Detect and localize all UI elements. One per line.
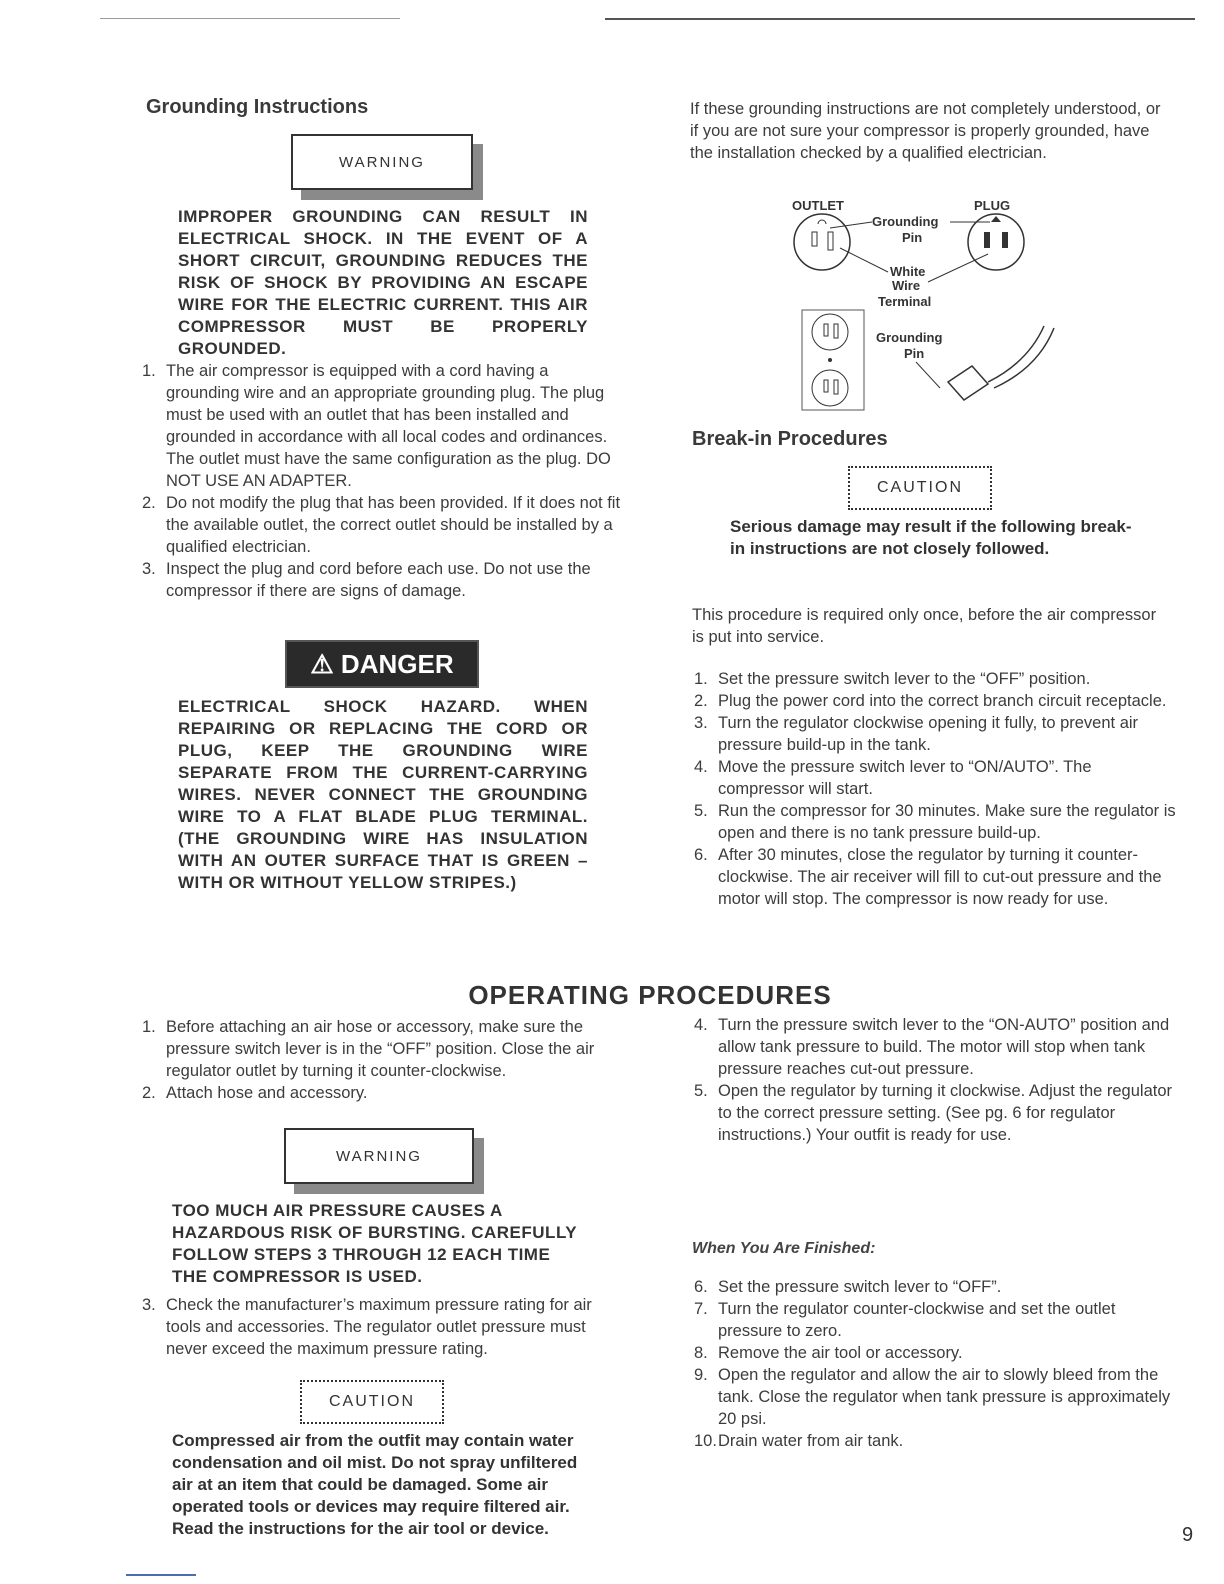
operating-warning-text: TOO MUCH AIR PRESSURE CAUSES A HAZARDOUS RISK OF BURSTING. CAREFULLY FOLLOW STEPS 3 THROUGH 12 EACH TIME THE COMPRESSOR IS USED.	[172, 1201, 577, 1286]
breakin-caution-text: Serious damage may result if the following break-in instructions are not closely followed.	[730, 517, 1132, 558]
breakin-heading: Break-in Procedures	[692, 428, 888, 450]
outlet-plug-diagram-icon	[780, 192, 1060, 414]
list-item: 2. Plug the power cord into the correct branch circuit receptacle.	[694, 692, 1167, 710]
grounding-warning-box	[291, 134, 473, 190]
grounding-intro-right: If these grounding instructions are not completely understood, or if you are not sure your compressor is properly grounded, have the installation checked by a qualified electrician.	[690, 100, 1161, 162]
operating-title: OPERATING PROCEDURES	[468, 980, 832, 1010]
operating-caution-box	[300, 1380, 444, 1424]
grounding-pin2-label: Grounding	[876, 330, 943, 345]
warning-label: WARNING	[336, 1147, 422, 1165]
top-rule-right	[605, 18, 1195, 20]
page-number: 9	[1182, 1524, 1194, 1546]
terminal-label: Terminal	[878, 294, 932, 309]
pin2-label: Pin	[904, 346, 925, 361]
bottom-rule	[126, 1574, 196, 1576]
list-item: 3. Check the manufacturer’s maximum pressure rating for air tools and accessories. The regulator outlet pressure must never exceed the maximum pressure rating.	[142, 1296, 592, 1358]
grounding-list	[142, 360, 624, 602]
list-item: 2. Do not modify the plug that has been provided. If it does not fit the available outlet, the correct outlet should be installed by a qualified electrician.	[142, 494, 621, 556]
plug-label: PLUG	[974, 198, 1011, 213]
grounding-warning-text: IMPROPER GROUNDING CAN RESULT IN ELECTRICAL SHOCK. IN THE EVENT OF A SHORT CIRCUIT, GROUNDING REDUCES THE RISK OF SHOCK BY PROVIDING AN ESCAPE WIRE FOR THE ELECTRIC CURRENT. THIS AIR COMPRESSOR MUST BE PROPERLY GROUNDED.	[178, 207, 588, 358]
white-label: White	[890, 264, 926, 279]
breakin-list	[694, 668, 1176, 910]
operating-left-list	[142, 1016, 614, 1104]
grounding-heading: Grounding Instructions	[146, 96, 369, 118]
operating-right-list	[694, 1014, 1172, 1146]
list-item: 9. Open the regulator and allow the air to slowly bleed from the tank. Close the regulator when tank pressure is approximately 20 psi.	[694, 1366, 1171, 1428]
list-item: 10. Drain water from air tank.	[694, 1432, 904, 1450]
danger-badge	[285, 640, 479, 688]
grounding-pin-label: Grounding	[872, 214, 939, 229]
wire-label: Wire	[892, 278, 921, 293]
operating-caution-text: Compressed air from the outfit may contain water condensation and oil mist. Do not spray unfiltered air at an item that could be damaged. Some air operated tools or devices may require filtered air. Read the instructions for the air tool or device.	[172, 1431, 578, 1538]
list-item: 3. Turn the regulator clockwise opening it fully, to prevent air pressure build-up in the tank.	[694, 714, 1139, 754]
list-item: 6. Set the pressure switch lever to “OFF”.	[694, 1278, 1002, 1296]
list-item: 1. Before attaching an air hose or accessory, make sure the pressure switch lever is in the “OFF” position. Close the air regulator outlet by turning it counter-clockwise.	[142, 1018, 595, 1080]
pin-label: Pin	[902, 230, 923, 245]
finished-heading: When You Are Finished:	[692, 1240, 876, 1257]
breakin-intro: This procedure is required only once, before the air compressor is put into service.	[692, 606, 1157, 646]
operating-item-3	[142, 1294, 614, 1360]
caution-label: CAUTION	[329, 1393, 415, 1410]
list-item: 1. The air compressor is equipped with a cord having a grounding wire and an appropriate grounding plug. The plug must be used with an outlet that has been installed and grounded in accordance with all local codes and ordinances. The outlet must have the same configuration as the plug. DO NOT USE AN ADAPTER.	[142, 362, 611, 490]
warning-label: WARNING	[339, 153, 425, 171]
outlet-label: OUTLET	[792, 198, 844, 213]
list-item: 5. Open the regulator by turning it clockwise. Adjust the regulator to the correct pressure setting. (See pg. 6 for regulator instructions.) Your outfit is ready for use.	[694, 1082, 1172, 1144]
list-item: 4. Turn the pressure switch lever to the “ON-AUTO” position and allow tank pressure to build. The motor will stop when tank pressure reaches cut-out pressure.	[694, 1016, 1170, 1078]
finished-list	[694, 1276, 1172, 1452]
grounding-diagram	[780, 192, 1060, 414]
breakin-caution-box	[848, 466, 992, 510]
list-item: 4. Move the pressure switch lever to “ON/AUTO”. The compressor will start.	[694, 758, 1092, 798]
list-item: 5. Run the compressor for 30 minutes. Make sure the regulator is open and there is no tank pressure build-up.	[694, 802, 1176, 842]
list-item: 1. Set the pressure switch lever to the “OFF” position.	[694, 670, 1091, 688]
list-item: 7. Turn the regulator counter-clockwise and set the outlet pressure to zero.	[694, 1300, 1116, 1340]
list-item: 6. After 30 minutes, close the regulator by turning it counter-clockwise. The air receiver will fill to cut-out pressure and the motor will stop. The compressor is now ready for use.	[694, 846, 1162, 908]
list-item: 3. Inspect the plug and cord before each use. Do not use the compressor if there are signs of damage.	[142, 560, 591, 600]
top-rule-left	[100, 18, 400, 19]
danger-text: ELECTRICAL SHOCK HAZARD. WHEN REPAIRING OR REPLACING THE CORD OR PLUG, KEEP THE GROUNDING WIRE SEPARATE FROM THE CURRENT-CARRYING WIRES. NEVER CONNECT THE GROUNDING WIRE TO A FLAT BLADE PLUG TERMINAL. (THE GROUNDING WIRE HAS INSULATION WITH AN OUTER SURFACE THAT IS GREEN – WITH OR WITHOUT YELLOW STRIPES.)	[178, 697, 588, 892]
danger-label: ⚠ DANGER	[310, 648, 454, 679]
list-item: 2. Attach hose and accessory.	[142, 1084, 368, 1102]
list-item: 8. Remove the air tool or accessory.	[694, 1344, 963, 1362]
caution-label: CAUTION	[877, 479, 963, 496]
operating-warning-box	[284, 1128, 474, 1184]
